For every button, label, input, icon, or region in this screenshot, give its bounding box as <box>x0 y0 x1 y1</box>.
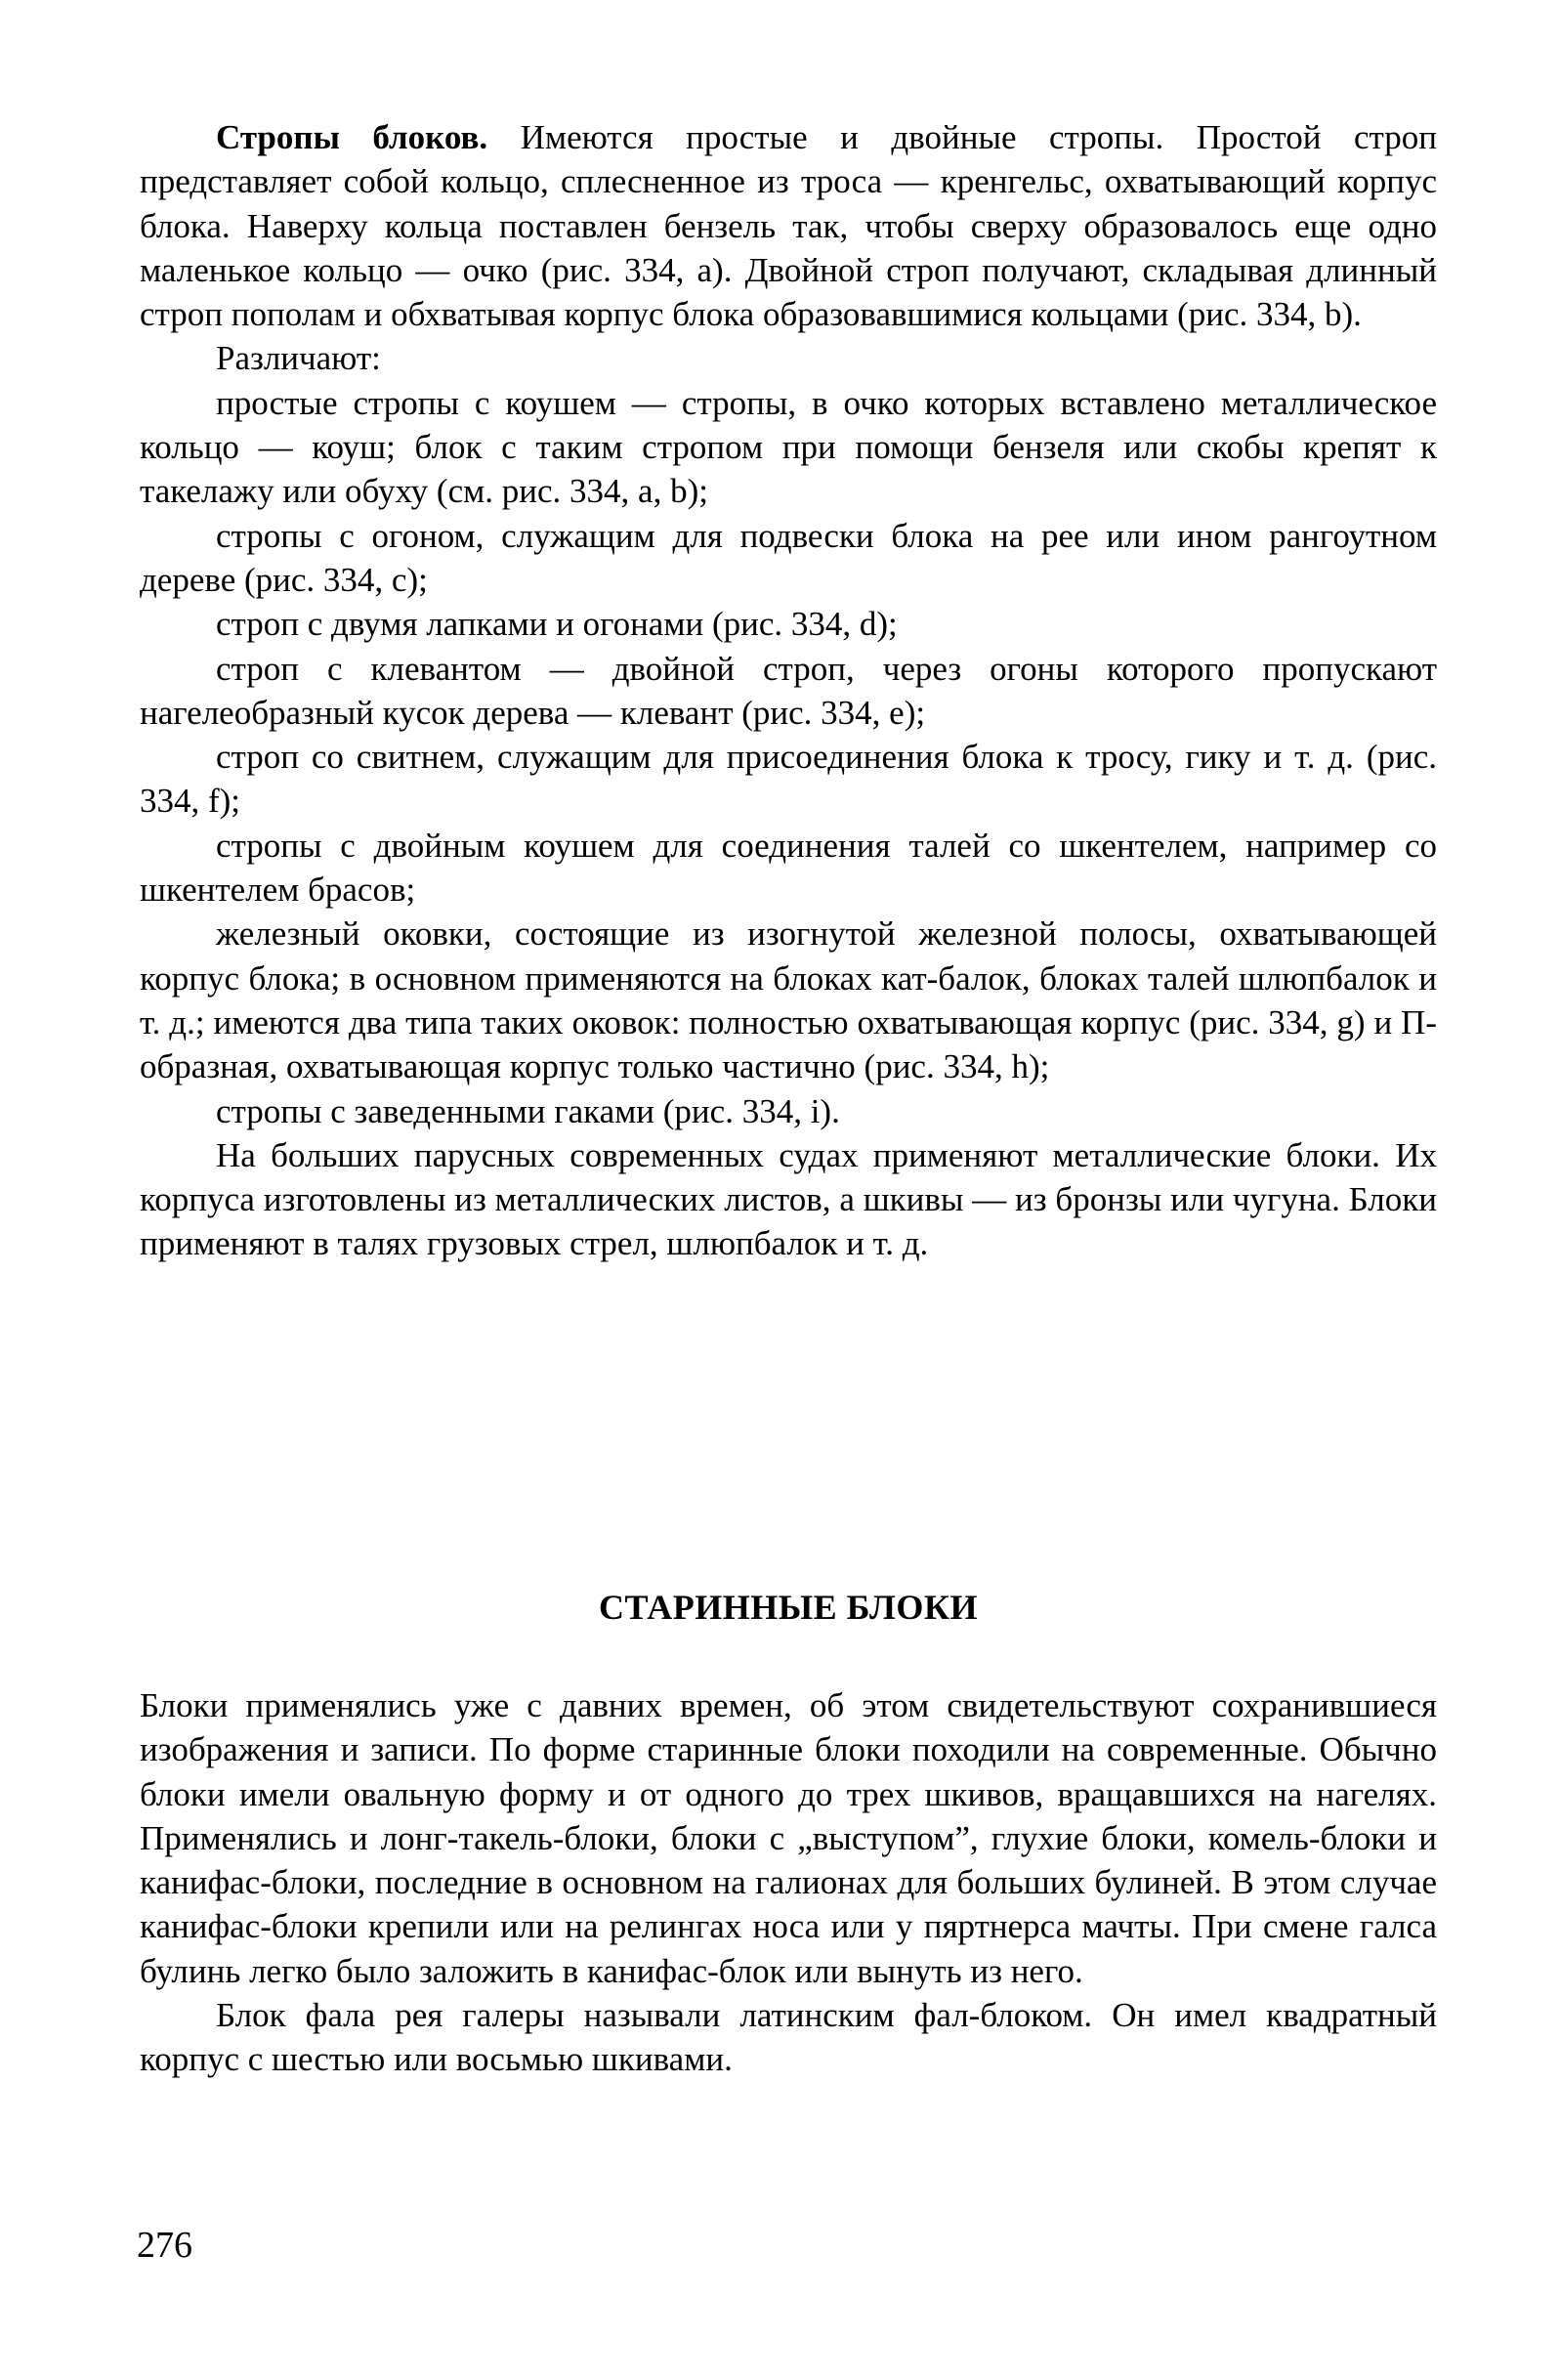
distinguish-label: Различают: <box>216 339 381 378</box>
page-number: 276 <box>137 2225 192 2266</box>
list-item: стропы с заведенными гаками (рис. 334, i). <box>216 1091 840 1130</box>
list-item: железный оковки, состоящие из изогнутой железной полосы, охватывающей корпус блока; в основном применяются на блоках кат-балок, блоках талей шлюпбалок и т. д.; имеются два типа таких оковок: полностью охватывающая корпус (рис. 334, g) и П-образная, охватывающая корпус только частично (рис. 334, h); <box>140 914 1437 1086</box>
section-title: СТАРИННЫЕ БЛОКИ <box>599 1588 978 1627</box>
list-item: строп со свитнем, служащим для присоединения блока к тросу, гику и т. д. (рис. 334, f); <box>140 738 1437 821</box>
list-item: строп с двумя лапками и огонами (рис. 334, d); <box>216 605 898 644</box>
section-body <box>140 1683 1437 2082</box>
section-paragraph: Блок фала рея галеры называли латинским фал-блоком. Он имел квадратный корпус с шестью или восьмью шкивами. <box>140 1996 1437 2079</box>
document-page <box>140 115 1437 2079</box>
list-item: стропы с огоном, служащим для подвески блока на рее или ином рангоутном дереве (рис. 334, c); <box>140 516 1437 599</box>
section-paragraph: Блоки применялись уже с давних времен, об этом свидетельствуют сохранившиеся изображения и записи. По форме старинные блоки походили на современные. Обычно блоки имели овальную форму и от одного до трех шкивов, вращавшихся на нагелях. Применялись и лонг-такель-блоки, блоки с „выступом”, глухие блоки, комель-блоки и канифас-блоки, последние в основном на галионах для больших булиней. В этом случае канифас-блоки крепили или на релингах носа или у пяртнерса мачты. При смене галса булинь легко было заложить в канифас-блок или вынуть из него. <box>140 1686 1437 1990</box>
list-item: строп с клевантом — двойной строп, через огоны которого пропускают нагелеобразный кусок дерева — клевант (рис. 334, e); <box>140 649 1437 732</box>
lead-paragraph <box>140 115 1437 336</box>
lead-title: Стропы блоков. <box>216 118 488 156</box>
closing-paragraph: На больших парусных современных судах применяют металлические блоки. Их корпуса изготовлены из металлических листов, а шкивы — из бронзы или чугуна. Блоки применяют в талях грузовых стрел, шлюпбалок и т. д. <box>140 1135 1437 1263</box>
list-item: стропы с двойным коушем для соединения талей со шкентелем, например со шкентелем брасов; <box>140 826 1437 910</box>
list-item: простые стропы с коушем — стропы, в очко которых вставлено металлическое кольцо — коуш; блок с таким стропом при помощи бензеля или скобы крепят к такелажу или обуху (см. рис. 334, a, b); <box>140 383 1437 511</box>
lead-text: Имеются простые и двойные стропы. Простой строп представляет собой кольцо, сплесненное из троса — кренгельс, охватывающий корпус блока. Наверху кольца поставлен бензель так, чтобы сверху образовалось еще одно маленькое кольцо — очко (рис. 334, a). Двойной строп получают, складывая длинный строп пополам и обхватывая корпус блока образовавшимися кольцами (рис. 334, b). <box>140 118 1437 334</box>
